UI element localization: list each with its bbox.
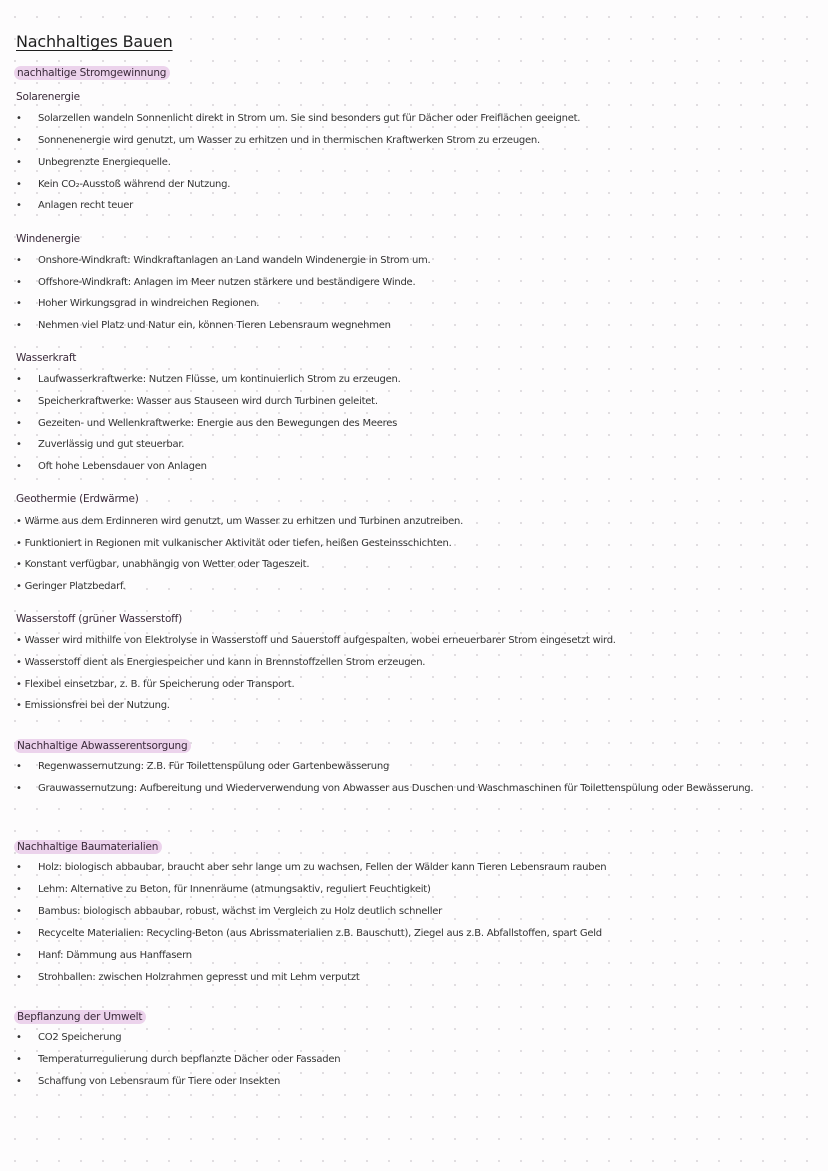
subheading-geothermie: Geothermie (Erdwärme) <box>16 493 139 505</box>
list-item: • Sonnenenergie wird genutzt, um Wasser zu erhitzen und in thermischen Kraftwerken Strom zu erzeugen. <box>16 135 540 146</box>
list-item: • CO2 Speicherung <box>16 1032 122 1043</box>
list-item: • Schaffung von Lebensraum für Tiere oder Insekten <box>16 1076 281 1087</box>
list-item: • Wasser wird mithilfe von Elektrolyse in Wasserstoff und Sauerstoff aufgespalten, wobei erneuerbarer Strom eingesetzt wird. <box>16 635 616 646</box>
page-title: Nachhaltiges Bauen <box>16 32 173 51</box>
list-item: • Nehmen viel Platz und Natur ein, können Tieren Lebensraum wegnehmen <box>16 320 391 331</box>
subheading-windenergie: Windenergie <box>16 233 80 245</box>
list-item: • Strohballen: zwischen Holzrahmen gepresst und mit Lehm verputzt <box>16 972 360 983</box>
section-heading-bepflanzung: Bepflanzung der Umwelt <box>14 1010 146 1024</box>
list-item: • Wärme aus dem Erdinneren wird genutzt, um Wasser zu erhitzen und Turbinen anzutreiben. <box>16 516 464 527</box>
list-item: • Hanf: Dämmung aus Hanffasern <box>16 950 192 961</box>
list-item: • Unbegrenzte Energiequelle. <box>16 157 171 168</box>
list-item: • Wasserstoff dient als Energiespeicher und kann in Brennstoffzellen Strom erzeugen. <box>16 657 426 668</box>
section-heading-stromgewinnung: nachhaltige Stromgewinnung <box>14 66 170 80</box>
subheading-solarenergie: Solarenergie <box>16 91 80 103</box>
list-item: • Solarzellen wandeln Sonnenlicht direkt in Strom um. Sie sind besonders gut für Dächer oder Freiflächen geeignet. <box>16 113 581 124</box>
list-item: • Temperaturregulierung durch bepflanzte Dächer oder Fassaden <box>16 1054 341 1065</box>
list-item: • Grauwassernutzung: Aufbereitung und Wiederverwendung von Abwasser aus Duschen und Waschmaschinen für Toilettenspülung oder Bewässerung. <box>16 783 754 794</box>
list-item: • Offshore-Windkraft: Anlagen im Meer nutzen stärkere und beständigere Winde. <box>16 277 416 288</box>
list-item: • Zuverlässig und gut steuerbar. <box>16 439 185 450</box>
list-item: • Bambus: biologisch abbaubar, robust, wächst im Vergleich zu Holz deutlich schneller <box>16 906 443 917</box>
subheading-wasserkraft: Wasserkraft <box>16 352 77 364</box>
list-item: • Emissionsfrei bei der Nutzung. <box>16 700 170 711</box>
list-item: • Oft hohe Lebensdauer von Anlagen <box>16 461 207 472</box>
list-item: • Anlagen recht teuer <box>16 200 134 211</box>
list-item: • Speicherkraftwerke: Wasser aus Stauseen wird durch Turbinen geleitet. <box>16 396 378 407</box>
list-item: • Flexibel einsetzbar, z. B. für Speicherung oder Transport. <box>16 679 295 690</box>
list-item: • Konstant verfügbar, unabhängig von Wetter oder Tageszeit. <box>16 559 310 570</box>
list-item: • Lehm: Alternative zu Beton, für Innenräume (atmungsaktiv, reguliert Feuchtigkeit) <box>16 884 431 895</box>
section-heading-baumaterialien: Nachhaltige Baumaterialien <box>14 840 162 854</box>
list-item: • Funktioniert in Regionen mit vulkanischer Aktivität oder tiefen, heißen Gesteinsschichten. <box>16 538 452 549</box>
list-item: • Holz: biologisch abbaubar, braucht aber sehr lange um zu wachsen, Fellen der Wälder kann Tieren Lebensraum rauben <box>16 862 607 873</box>
section-heading-abwasserentsorgung: Nachhaltige Abwasserentsorgung <box>14 739 191 753</box>
list-item: • Regenwassernutzung: Z.B. Für Toilettenspülung oder Gartenbewässerung <box>16 761 390 772</box>
list-item: • Geringer Platzbedarf. <box>16 581 126 592</box>
list-item: • Recycelte Materialien: Recycling-Beton (aus Abrissmaterialien z.B. Bauschutt), Ziegel aus z.B. Abfallstoffen, spart Geld <box>16 928 602 939</box>
list-item: • Hoher Wirkungsgrad in windreichen Regionen. <box>16 298 260 309</box>
list-item: • Laufwasserkraftwerke: Nutzen Flüsse, um kontinuierlich Strom zu erzeugen. <box>16 374 401 385</box>
subheading-wasserstoff: Wasserstoff (grüner Wasserstoff) <box>16 613 183 625</box>
list-item: • Onshore-Windkraft: Windkraftanlagen an Land wandeln Windenergie in Strom um. <box>16 255 431 266</box>
list-item: • Kein CO₂-Ausstoß während der Nutzung. <box>16 179 231 190</box>
list-item: • Gezeiten- und Wellenkraftwerke: Energie aus den Bewegungen des Meeres <box>16 418 398 429</box>
